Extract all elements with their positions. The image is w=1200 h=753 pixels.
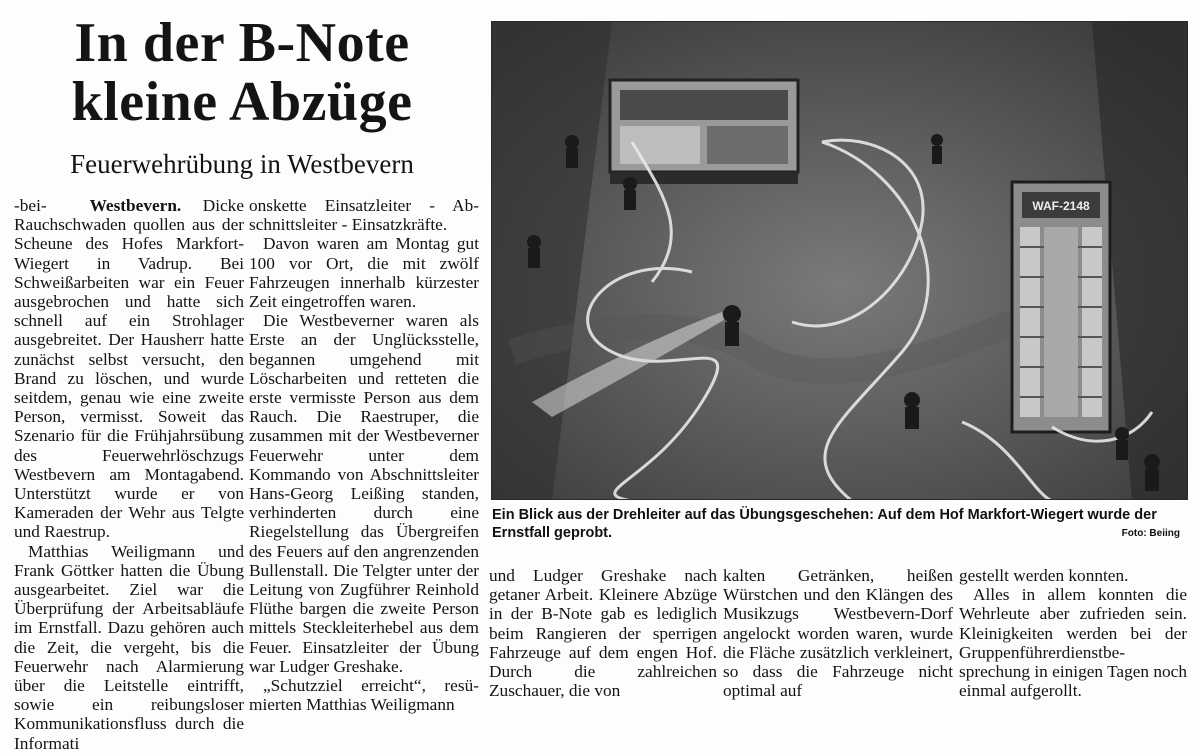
headline-line-1: In der B-Note (74, 12, 410, 74)
article-lead-text: Dicke Rauchschwaden quollen aus der Scheune des Hofes Markfort-Wiegert in Vadrup. Bei Schweißarbeiten war ein Feuer ausgebrochen und hatte sich schnell auf ein Strohlager ausgebreitet. Der Hausherr hatte zunächst selbst versucht, den Brand zu löschen, und wurde seitdem, genau wie eine zweite Person, vermisst. Soweit das Szenario für die Frühjahrsübung des Feuerwehrlöschzugs Westbevern am Montagabend. Unterstützt wurde er von Kameraden der Wehr aus Telgte und Raestrup. (14, 196, 244, 542)
article-column-3 (489, 566, 717, 700)
article-column-5 (959, 566, 1187, 700)
fire-truck-left (610, 80, 798, 184)
news-photo (491, 21, 1188, 500)
article-column-4 (723, 566, 953, 700)
headline (22, 14, 462, 132)
photo-caption: Ein Blick aus der Drehleiter auf das Übungsgeschehen: Auf dem Hof Markfort-Wiegert wurde der Ernstfall geprobt. (492, 507, 1157, 541)
fire-drill-photo-illustration (492, 22, 1188, 500)
article-paragraph: Die Westbeverner waren als Erste an der Unglücksstelle, begannen umgehend mit Löscharbeiten und retteten die erste vermisste Person aus dem Rauch. Die Raestruper, die zusammen mit der Westbeverner Feuerwehr unter dem Kommando von Abschnittsleiter Hans-Georg Leißing standen, verhinderten durch eine Riegelstellung das Übergreifen des Feuers auf den angrenzenden Bullenstall. Die Telgter unter der Leitung von Zugführer Reinhold Flüthe bargen die zweite Person mittels Steckleiterhebel aus dem Feuer. Einsatzleiter der Übung war Ludger Greshake. (249, 311, 479, 676)
dateline-place: Westbevern. (89, 196, 182, 215)
article-paragraph: Matthias Weiligmann und Frank Göttker hatten die Übung ausgearbeitet. Ziel war die Überprüfung der Arbeitsabläufe im Ernstfall. Dazu gehören auch die Zeit, die vergeht, bis die Feuerwehr nach Alarmierung über die Leitstelle eintrifft, sowie ein reibungsloser Kommunikationsfluss durch die Informati (14, 541, 244, 753)
headline-line-2: kleine Abzüge (71, 71, 413, 133)
subheadline: Feuerwehrübung in Westbevern (70, 149, 414, 179)
photo-credit: Foto: Beiing (1121, 528, 1180, 539)
article-paragraph: und Ludger Greshake nach getaner Arbeit. Kleinere Abzüge in der B-Note gab es lediglich beim Rangieren der sperrigen Fahrzeuge auf dem engen Hof. Durch die zahlreichen Zuschauer, die von (489, 566, 717, 701)
author-tag: -bei- (14, 196, 47, 215)
article-paragraph: „Schutzziel erreicht“, resümierten Matthias Weiligmann (249, 676, 479, 715)
vehicle-plate: WAF-2148 (1032, 199, 1090, 213)
article-paragraph: Alles in allem konnten die Wehrleute aber zufrieden sein. Kleinigkeiten werden bei der Gruppenführerdienstbesprechung in einigen Tagen noch einmal aufgerollt. (959, 585, 1187, 701)
article-paragraph: kalten Getränken, heißen Würstchen und den Klängen des Musikzugs Westbevern-Dorf angelockt worden waren, wurde die Fläche zusätzlich verkleinert, so dass die Fahrzeuge nicht optimal auf (723, 566, 953, 701)
article-column-1 (14, 196, 244, 753)
article-paragraph: Davon waren am Montag gut 100 vor Ort, die mit zwölf Fahrzeugen innerhalb kürzester Zeit eingetroffen waren. (249, 234, 479, 312)
fire-truck-ladder (1012, 182, 1110, 432)
article-paragraph: onskette Einsatzleiter - Abschnittsleiter - Einsatzkräfte. (249, 196, 479, 235)
article-paragraph: gestellt werden konnten. (959, 566, 1129, 585)
article-column-2 (249, 196, 479, 714)
article-paragraph (14, 196, 244, 542)
